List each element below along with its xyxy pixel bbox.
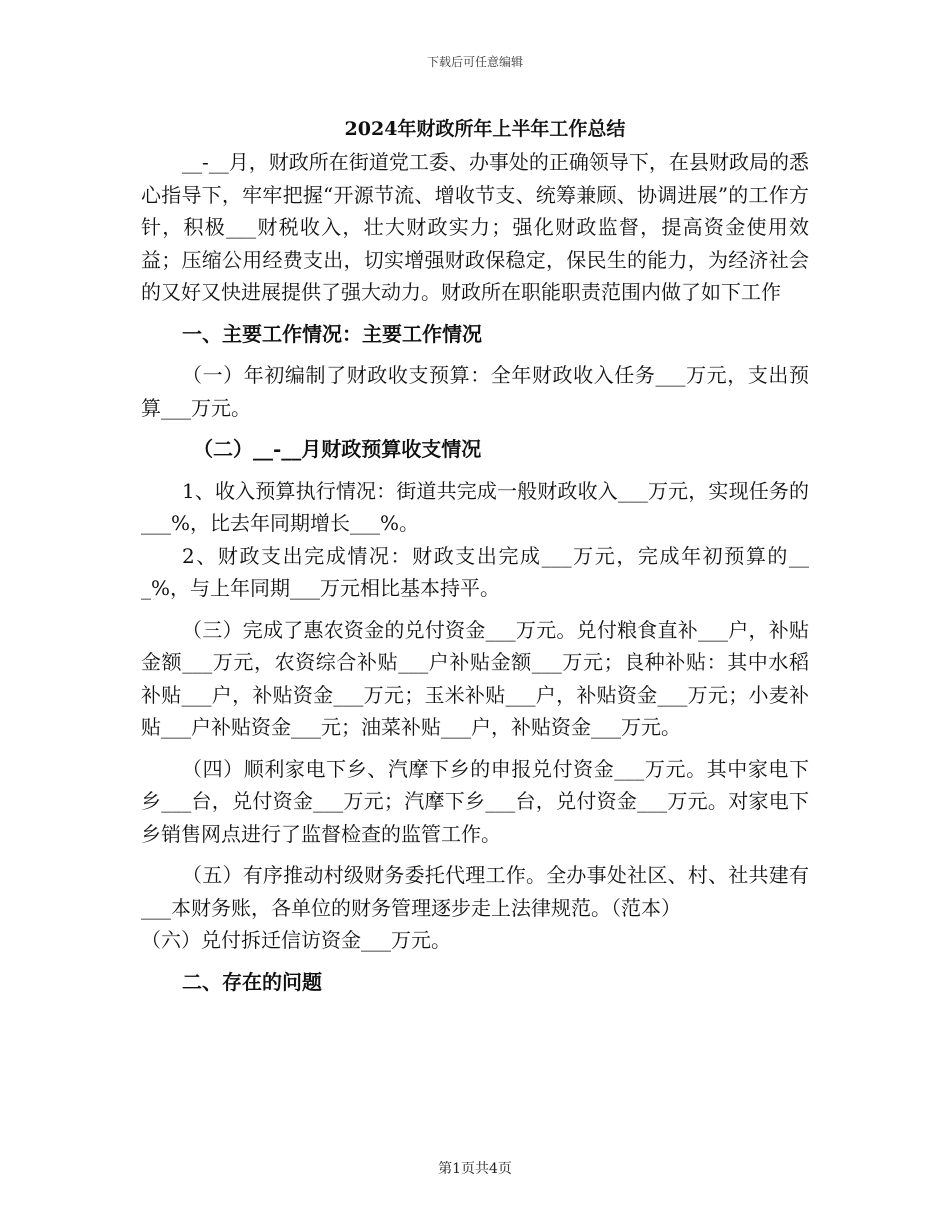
- item-4-appliances: （四）顺利家电下乡、汽摩下乡的申报兑付资金___万元。其中家电下乡___台，兑付资金___万元；汽摩下乡___台，兑付资金___万元。对家电下乡销售网点进行了监督检查的监管工作。: [141, 756, 809, 846]
- document-title: 2024年财政所年上半年工作总结: [344, 118, 626, 140]
- section-heading-problems: 二、存在的问题: [182, 969, 322, 994]
- intro-paragraph: __-__月，财政所在街道党工委、办事处的正确领导下，在县财政局的悉心指导下，牢牢把握“开源节流、增收节支、统筹兼顾、协调进展”的工作方针，积极___财税收入，壮大财政实力；强化财政监督，提高资金使用效益；压缩公用经费支出，切实增强财政保稳定，保民生的能力，为经济社会的又好又快进展提供了强大动力。财政所在职能职责范围内做了如下工作: [141, 150, 809, 304]
- item-5-village-finance: （五）有序推动村级财务委托代理工作。全办事处社区、村、社共建有___本财务账，各单位的财务管理逐步走上法律规范。（范本）: [141, 863, 809, 920]
- document-body: [141, 112, 809, 1007]
- page-header-note: 下载后可任意编辑: [426, 55, 523, 69]
- page-footer-number: 第1页共4页: [438, 1161, 512, 1177]
- item-2-expense: 2、财政支出完成情况：财政支出完成___万元，完成年初预算的___%，与上年同期___万元相比基本持平。: [141, 543, 809, 600]
- item-2-heading: （二）__-__月财政预算收支情况: [193, 437, 482, 461]
- item-1-budget: （一）年初编制了财政收支预算：全年财政收入任务___万元，支出预算___万元。: [141, 363, 809, 420]
- item-3-subsidies: （三）完成了惠农资金的兑付资金___万元。兑付粮食直补___户，补贴金额___万元，农资综合补贴___户补贴金额___万元；良种补贴：其中水稻补贴___户，补贴资金___万元；玉米补贴___户，补贴资金___万元；小麦补贴___户补贴资金___元；油菜补贴___户，补贴资金___万元。: [141, 617, 809, 739]
- item-2-income: 1、收入预算执行情况：街道共完成一般财政收入___万元，实现任务的___%，比去年同期增长___%。: [141, 478, 809, 535]
- item-6-relocation: （六）兑付拆迁信访资金___万元。: [141, 928, 451, 952]
- section-heading-main-work: 一、主要工作情况：主要工作情况: [182, 321, 482, 346]
